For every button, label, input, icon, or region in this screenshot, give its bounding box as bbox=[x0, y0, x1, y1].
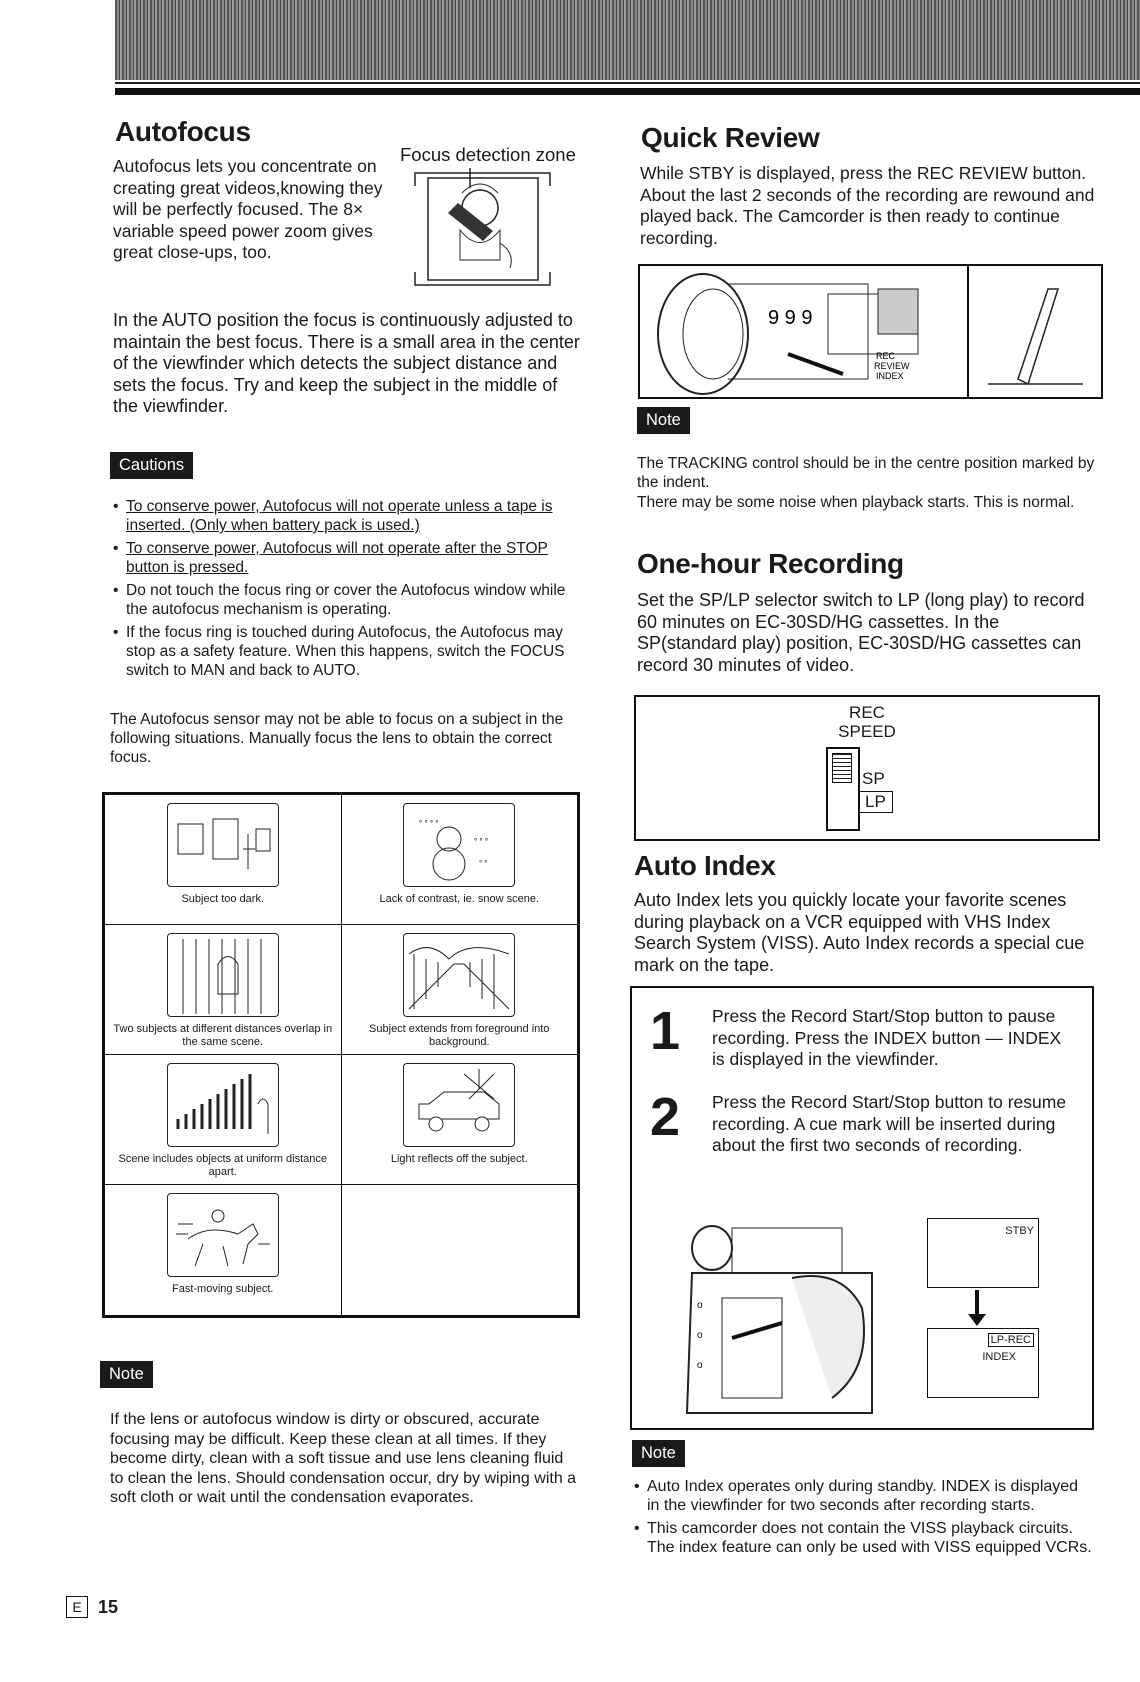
language-badge: E bbox=[66, 1596, 88, 1618]
one-hour-title: One-hour Recording bbox=[637, 548, 904, 579]
sp-lp-panel bbox=[634, 695, 1100, 841]
fence-posts-icon bbox=[167, 1063, 279, 1147]
header-rule bbox=[115, 88, 1140, 95]
svg-text:° ° ° °: ° ° ° ° bbox=[419, 819, 439, 828]
situation-label: Fast-moving subject. bbox=[172, 1283, 274, 1295]
cautions-list bbox=[113, 497, 583, 684]
situation-cell bbox=[341, 1055, 578, 1185]
auto-index-body: Auto Index lets you quickly locate your favorite scenes during playback on a VCR equipped with VHS Index Search System (VISS). Auto Index records a special cue mark on the tape. bbox=[634, 890, 1085, 975]
auto-index-note: • This camcorder does not contain the VISS playback circuits. The index feature can only be used with VISS equipped VCRs. bbox=[634, 1519, 1094, 1557]
horse-rider-icon bbox=[167, 1193, 279, 1277]
svg-text:o: o bbox=[697, 1360, 703, 1371]
auto-index-notes bbox=[634, 1477, 1094, 1561]
caged-animal-icon bbox=[167, 933, 279, 1017]
review-button-label: REVIEW bbox=[874, 361, 910, 371]
rec-review-illustration bbox=[638, 264, 1103, 399]
camcorder-index-illustration bbox=[672, 1218, 882, 1418]
viewfinder-stby bbox=[927, 1218, 1039, 1288]
cautions-tag: Cautions bbox=[110, 452, 193, 479]
viewfinder-lp-rec bbox=[927, 1328, 1039, 1398]
autofocus-intro: Autofocus lets you concentrate on creating great videos,knowing they will be perfectly focused. The 8× variable speed power zoom gives great close-ups, too. bbox=[113, 156, 383, 262]
situation-label: Scene includes objects at uniform distance apart. bbox=[118, 1153, 327, 1178]
quick-review-body: While STBY is displayed, press the REC REVIEW button. About the last 2 seconds of the recording are rewound and played back. The Camcorder is then ready to continue recording. bbox=[640, 163, 1095, 248]
rec-label: REC bbox=[849, 703, 885, 722]
rec-speed-label bbox=[636, 703, 1098, 741]
autofocus-note: If the lens or autofocus window is dirty or obscured, accurate focusing may be difficult. Keep these clean at all times. If they become dirty, clean with a soft tissue and use lens cleaning fluid to clean the lens. Should condensation occur, dry by wiping with a soft cloth or wait until the condensation evaporates. bbox=[110, 1411, 577, 1506]
caution-item: • To conserve power, Autofocus will not operate after the STOP button is pressed. bbox=[113, 539, 583, 577]
quick-review-note: There may be some noise when playback starts. This is normal. bbox=[637, 494, 1075, 511]
autofocus-body: In the AUTO position the focus is continuously adjusted to maintain the best focus. There is a small area in the center of the viewfinder which detects the subject distance and sets the focus. Try and keep the subject in the middle of the viewfinder. bbox=[113, 310, 580, 416]
step-text: Press the Record Start/Stop button to resume recording. A cue mark will be inserted during about the first two seconds of recording. bbox=[712, 1092, 1067, 1155]
situations-table bbox=[102, 792, 580, 1318]
dark-room-icon bbox=[167, 803, 279, 887]
step-text: Press the Record Start/Stop button to pause recording. Press the INDEX button — INDEX is displayed in the viewfinder. bbox=[712, 1006, 1062, 1069]
road-perspective-icon bbox=[403, 933, 515, 1017]
situation-cell bbox=[105, 925, 342, 1055]
quick-review-title: Quick Review bbox=[641, 122, 820, 153]
auto-index-steps bbox=[630, 986, 1094, 1430]
index-button-label: INDEX bbox=[876, 371, 904, 381]
autofocus-note-tag: Note bbox=[100, 1361, 153, 1388]
auto-index-note-tag: Note bbox=[632, 1440, 685, 1467]
page-number: 15 bbox=[98, 1597, 119, 1617]
svg-text:o: o bbox=[697, 1300, 703, 1311]
one-hour-body: Set the SP/LP selector switch to LP (long play) to record 60 minutes on EC-30SD/HG cassettes. In the SP(standard play) position, EC-30SD/HG cassettes can record 30 minutes of video. bbox=[637, 590, 1085, 675]
switch-knob[interactable] bbox=[832, 753, 852, 783]
caution-item: • To conserve power, Autofocus will not operate unless a tape is inserted. (Only when battery pack is used.) bbox=[113, 497, 583, 535]
sp-position-label: SP bbox=[862, 769, 885, 788]
step-number: 1 bbox=[650, 1001, 681, 1061]
quick-review-note-tag: Note bbox=[637, 407, 690, 434]
situation-label: Subject extends from foreground into background. bbox=[369, 1023, 550, 1048]
sp-lp-switch[interactable] bbox=[826, 747, 860, 831]
snowman-icon bbox=[403, 803, 515, 887]
caution-item: • If the focus ring is touched during Autofocus, the Autofocus may stop as a safety feature. When this happens, switch the FOCUS switch to MAN and back to AUTO. bbox=[113, 623, 583, 680]
svg-text:o: o bbox=[697, 1330, 703, 1341]
focus-zone-illustration bbox=[410, 168, 555, 290]
situation-label: Light reflects off the subject. bbox=[390, 1153, 528, 1165]
speed-label: SPEED bbox=[838, 722, 896, 741]
situation-label: Subject too dark. bbox=[181, 893, 265, 905]
arrow-down-icon bbox=[968, 1314, 986, 1326]
auto-index-note: • Auto Index operates only during standby. INDEX is displayed in the viewfinder for two seconds after recording starts. bbox=[634, 1477, 1094, 1515]
quick-review-note: The TRACKING control should be in the centre position marked by the indent. bbox=[637, 455, 1095, 491]
caution-item: • Do not touch the focus ring or cover the Autofocus window while the autofocus mechanism is operating. bbox=[113, 581, 583, 619]
auto-index-title: Auto Index bbox=[634, 850, 776, 881]
step-number: 2 bbox=[650, 1087, 681, 1147]
index-text: INDEX bbox=[982, 1351, 1016, 1363]
situation-cell bbox=[105, 795, 342, 925]
svg-text:° ° °: ° ° ° bbox=[474, 837, 489, 846]
situation-cell bbox=[341, 795, 578, 925]
svg-text:9 9 9: 9 9 9 bbox=[768, 307, 813, 329]
header-rule-thin bbox=[115, 82, 1140, 84]
lp-position-label: LP bbox=[858, 791, 893, 813]
sensor-note: The Autofocus sensor may not be able to focus on a subject in the following situations. Manually focus the lens to obtain the correct focus. bbox=[110, 711, 564, 766]
empty-cell bbox=[341, 1185, 578, 1316]
situation-label: Lack of contrast, ie. snow scene. bbox=[379, 893, 540, 905]
header-band bbox=[115, 0, 1140, 80]
lp-rec-text: LP-REC bbox=[988, 1333, 1034, 1347]
car-reflection-icon bbox=[403, 1063, 515, 1147]
rec-button-label: REC bbox=[876, 351, 896, 361]
situation-label: Two subjects at different distances overlap in the same scene. bbox=[113, 1023, 333, 1048]
focus-zone-label: Focus detection zone bbox=[400, 144, 576, 165]
situation-cell bbox=[105, 1055, 342, 1185]
situation-cell bbox=[105, 1185, 342, 1316]
autofocus-title: Autofocus bbox=[115, 116, 251, 147]
situation-cell bbox=[341, 925, 578, 1055]
svg-text:° °: ° ° bbox=[479, 859, 488, 868]
stby-text: STBY bbox=[1005, 1225, 1034, 1237]
